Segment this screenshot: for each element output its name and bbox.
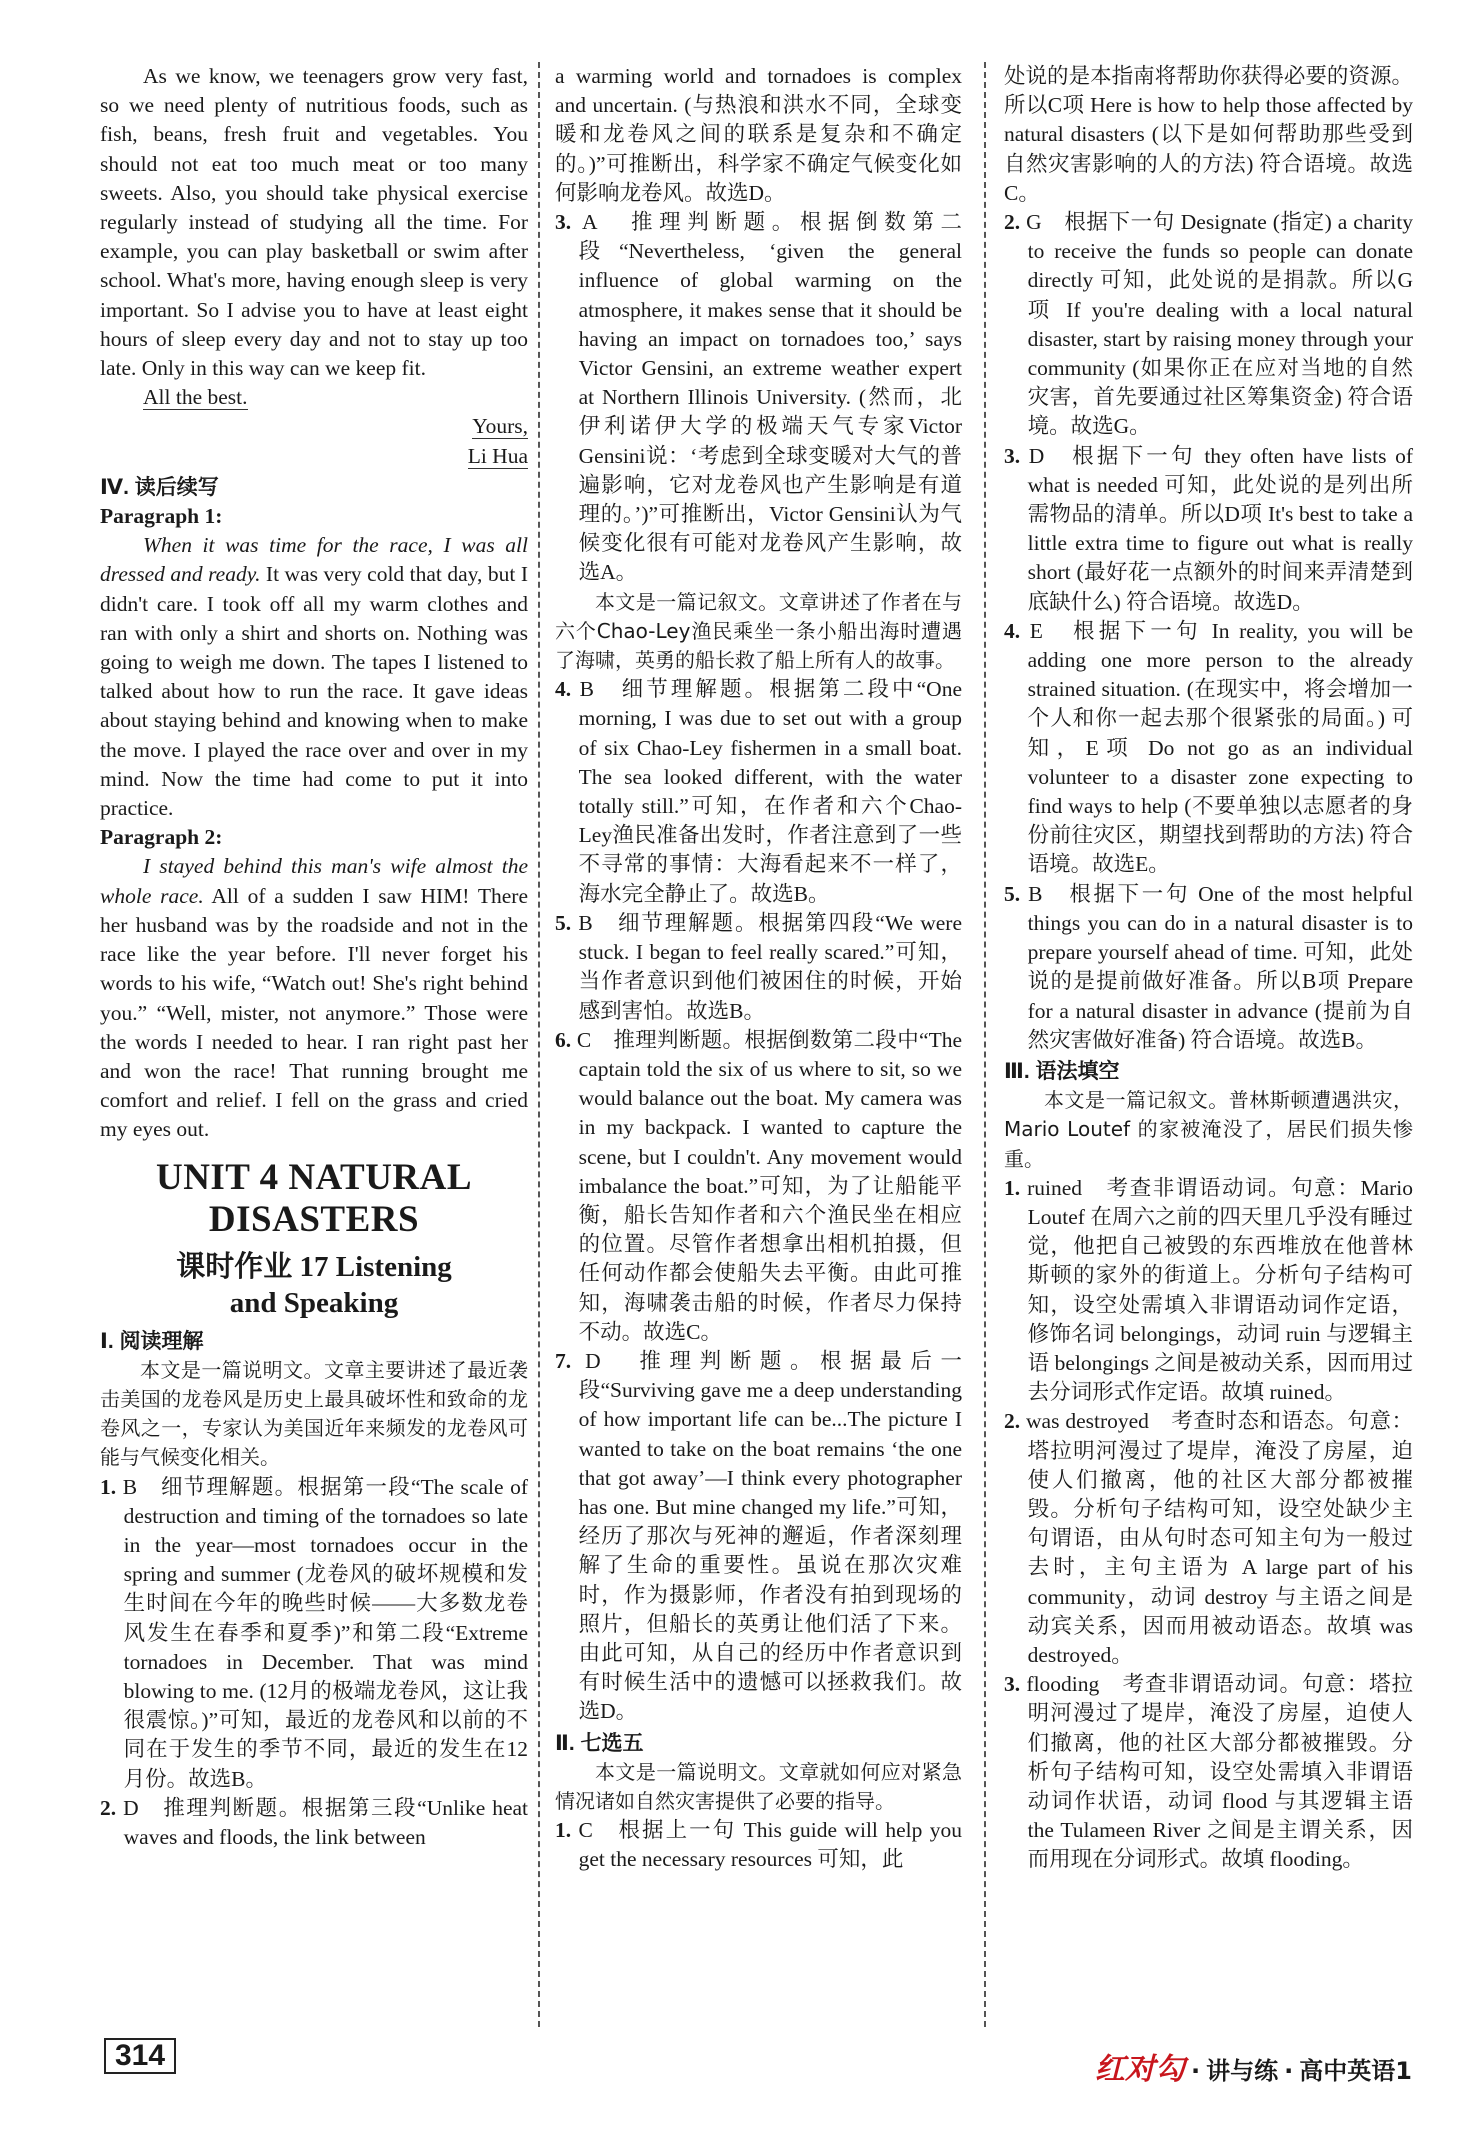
answer-item: 2. D 推理判断题。根据第三段“Unlike heat waves and floods, the link between [100, 1795, 529, 1849]
answer-item: 3. flooding 考查非谓语动词。句意：塔拉明河漫过了堤岸，淹没了房屋，迫使人们撤离，他的社区大部分都被摧毁。分析句子结构可知，设空处需填入非谓语动词作状语，动词 flood 与其逻辑主语 the Tulameen River 之间是主谓关系，因而用现在分词形式。故填 flooding。 [1004, 1672, 1414, 1872]
answer-item: 1. ruined 考查非谓语动词。句意：Mario Loutef 在周六之前的四天里几乎没有睡过觉，他把自己被毁的东西堆放在他普林斯顿的家外的街道上。分析句子结构可知，设空处需填入非谓语动词作定语，修饰名词 belongings，动词 ruin 与逻辑主语 belongings 之间是被动关系，因而用过去分词形式作定语。故填 ruined。 [1004, 1175, 1413, 1405]
lesson-title: 课时作业 17 Listening and Speaking [176, 1250, 452, 1319]
answer-item: 5. B 细节理解题。根据第四段“We were stuck. I began to feel really scared.”可知，当作者意识到他们被困住的时候，开始感到害怕。故选B。 [555, 910, 962, 1023]
paragraph-1: When it was time for the race, I was all dressed and ready. It was very cold that day, but I didn't care. I took off all my warm clothes and ran with only a shirt and shorts on. Nothing was going to weigh me down. The tapes I listened to talked about how to run the race. It gave ideas about staying behind and knowing when to make the move. I played the race over and over in my mind. Now the time had come to put it into practice. [100, 533, 528, 821]
page-number: 314 [104, 2038, 176, 2074]
series-name: 讲与练 [1206, 2057, 1279, 2085]
answer-item: 2. was destroyed 考查时态和语态。句意：塔拉明河漫过了堤岸，淹没了房屋，迫使人们撤离，他的社区大部分都被摧毁。分析句子结构可知，设空处缺少主句谓语，由从句时态可知主句为一般过去时，主句主语为 A large part of his community，动词 destroy 与主语之间是动宾关系，因而用被动语态。故填 was destroyed。 [1004, 1409, 1414, 1667]
brand-logo: 红对勾 [1095, 2052, 1186, 2087]
column-middle [555, 62, 962, 1875]
answer-continuation: 处说的是本指南将帮助你获得必要的资源。所以C项 Here is how to help those affected by natural disasters (以下是如何帮助那些受到自然灾害影响的人的方法) 符合语境。故选C。 [1004, 64, 1413, 205]
section-heading-4: Ⅳ. 读后续写 [100, 475, 219, 499]
answer-item: 2. G 根据下一句 Designate (指定) a charity to receive the funds so people can donate directly 可知，此处说的是捐款。所以G项 If you're dealing with a local natural disaster, start by raising money through your community (如果你正在应对当地的自然灾害，首先要通过社区筹集资金) 符合语境。故选G。 [1004, 210, 1414, 439]
answer-item: 5. B 根据下一句 One of the most helpful things you can do in a natural disaster is to prepare yourself ahead of time. 可知，此处说的是提前做好准备。所以B项 Prepare for a natural disaster in advance (提前为自然灾害做好准备) 符合语境。故选B。 [1004, 881, 1413, 1052]
book-title: 高中英语1 [1299, 2057, 1412, 2085]
answer-item: 4. E 根据下一句 In reality, you will be adding one more person to the already strained situation. (在现实中，将会增加一个人和你一起去那个很紧张的局面。) 可知，E项 Do not go as an individual volunteer to a disaster zone expecting to find ways to help (不要单独以志愿者的身份前往灾区，期望找到帮助的方法) 符合语境。故选E。 [1004, 618, 1414, 877]
letter-sign-yours: Yours, [472, 414, 528, 439]
passage-summary: 本文是一篇记叙文。文章讲述了作者在与六个Chao-Ley渔民乘坐一条小船出海时遭遇了海啸，英勇的船长救了船上所有人的故事。 [555, 589, 962, 673]
answer-item: 1. B 细节理解题。根据第一段“The scale of destruction and timing of the tornadoes so late in the year—most tornadoes occur in the spring and summer (龙卷风的破坏规模和发生时间在今年的晚些时候——大多数龙卷风发生在春季和夏季)”和第二段“Extreme tornadoes in December. That was mind blowing to me. (12月的极端龙卷风，这让我很震惊。)”可知，最近的龙卷风和以前的不同在于发生的季节不同，最近的发生在12月份。故选B。 [100, 1474, 528, 1791]
answer-item: 4. B 细节理解题。根据第二段中“One morning, I was due to set out with a group of six Chao-Ley fishermen in a small boat. The sea looked different, with the water totally still.”可知，在作者和六个Chao-Ley渔民准备出发时，作者注意到了一些不寻常的事情：大海看起来不一样了，海水完全静止了。故选B。 [555, 677, 962, 906]
passage-summary: 本文是一篇说明文。文章主要讲述了最近袭击美国的龙卷风是历史上最具破坏性和致命的龙卷风之一，专家认为美国近年来频发的龙卷风可能与气候变化相关。 [100, 1357, 528, 1470]
paragraph-1-label: Paragraph 1: [100, 504, 223, 529]
column-divider [538, 62, 540, 2027]
letter-closing: All the best. [143, 385, 248, 410]
paragraph-2-label: Paragraph 2: [100, 825, 223, 850]
answer-item: 3. A 推理判断题。根据倒数第二段“Nevertheless, ‘given the general influence of global warming on the atmosphere, it makes sense that it should be having an impact on tornadoes too,’ says Victor Gensini, an extreme weather expert at Northern Illinois University. (然而，北伊利诺伊大学的极端天气专家Victor Gensini说：‘考虑到全球变暖对大气的普遍影响，它对龙卷风也产生影响是有道理的。’)”可推断出，Victor Gensini认为气候变化很有可能对龙卷风产生影响，故选A。 [555, 210, 962, 585]
answer-item: 1. C 根据上一句 This guide will help you get the necessary resources 可知，此 [555, 1818, 962, 1872]
section-heading-1: Ⅰ. 阅读理解 [100, 1329, 204, 1353]
letter-sign-name: Li Hua [467, 443, 528, 468]
section-heading-2: Ⅱ. 七选五 [555, 1731, 644, 1755]
letter-body: As we know, we teenagers grow very fast, so we need plenty of nutritious foods, such as fish, beans, fresh fruit and vegetables. You should not eat too much meat or too many sweets. Also, you should take physical exercise regularly instead of studying all the time. For example, you can play basketball or swim after school. What's more, having enough sleep is very important. So I advise you to have at least eight hours of sleep every day and not to stay up too late. Only in this way can we keep fit. [100, 64, 528, 381]
footer-brand: 红对勾 · 讲与练 · 高中英语1 [1095, 2052, 1412, 2087]
answer-item: 6. C 推理判断题。根据倒数第二段中“The captain told the six of us where to sit, so we would balance out the boat. My camera was in my backpack. I wanted to capture the scene, but I couldn't. Any movement would imbalance the boat.”可知，为了让船能平衡，船长告知作者和六个渔民坐在相应的位置。尽管作者想拿出相机拍摄，但任何动作都会使船失去平衡。由此可推知，海啸袭击船的时候，作者尽力保持不动。故选C。 [555, 1027, 963, 1344]
answer-item: 3. D 根据下一句 they often have lists of what is needed 可知，此处说的是列出所需物品的清单。所以D项 It's best to take a little extra time to figure out what is really short (最好花一点额外的时间来弄清楚到底缺什么) 符合语境。故选D。 [1004, 443, 1414, 614]
section-heading-3: Ⅲ. 语法填空 [1004, 1059, 1120, 1083]
passage-summary: 本文是一篇记叙文。普林斯顿遭遇洪灾，Mario Loutef 的家被淹没了，居民们损失惨重。 [1004, 1088, 1413, 1171]
unit-title: UNIT 4 NATURAL DISASTERS [155, 1156, 473, 1240]
answer-continuation: a warming world and tornadoes is complex and uncertain. (与热浪和洪水不同，全球变暖和龙卷风之间的联系是复杂和不确定的。)”可推断出，科学家不确定气候变化如何影响龙卷风。故选D。 [555, 64, 962, 205]
paragraph-2: I stayed behind this man's wife almost the whole race. All of a sudden I saw HIM! There her husband was by the roadside and not in the race like the year before. I'll never forget his words to his wife, “Watch out! She's right behind you.” “Well, mister, not anymore.” Those were the words I needed to hear. I ran right past her and won the race! That running brought me comfort and relief. I fell on the grass and cried my eyes out. [100, 854, 529, 1142]
passage-summary: 本文是一篇说明文。文章就如何应对紧急情况诸如自然灾害提供了必要的指导。 [555, 1759, 962, 1813]
answer-item: 7. D 推理判断题。根据最后一段“Surviving gave me a deep understanding of how important life can be...The picture I wanted to take on the boat remains ‘the one that got away’—I think every photographer has one. But mine changed my life.”可知，经历了那次与死神的邂逅，作者深刻理解了生命的重要性。虽说在那次灾难时，作为摄影师，作者没有拍到现场的照片，但船长的英勇让他们活了下来。由此可知，从自己的经历中作者意识到有时候生活中的遗憾可以拯救我们。故选D。 [555, 1348, 963, 1724]
column-left [100, 62, 528, 1852]
column-divider [984, 62, 986, 2027]
column-right [1004, 62, 1413, 1875]
